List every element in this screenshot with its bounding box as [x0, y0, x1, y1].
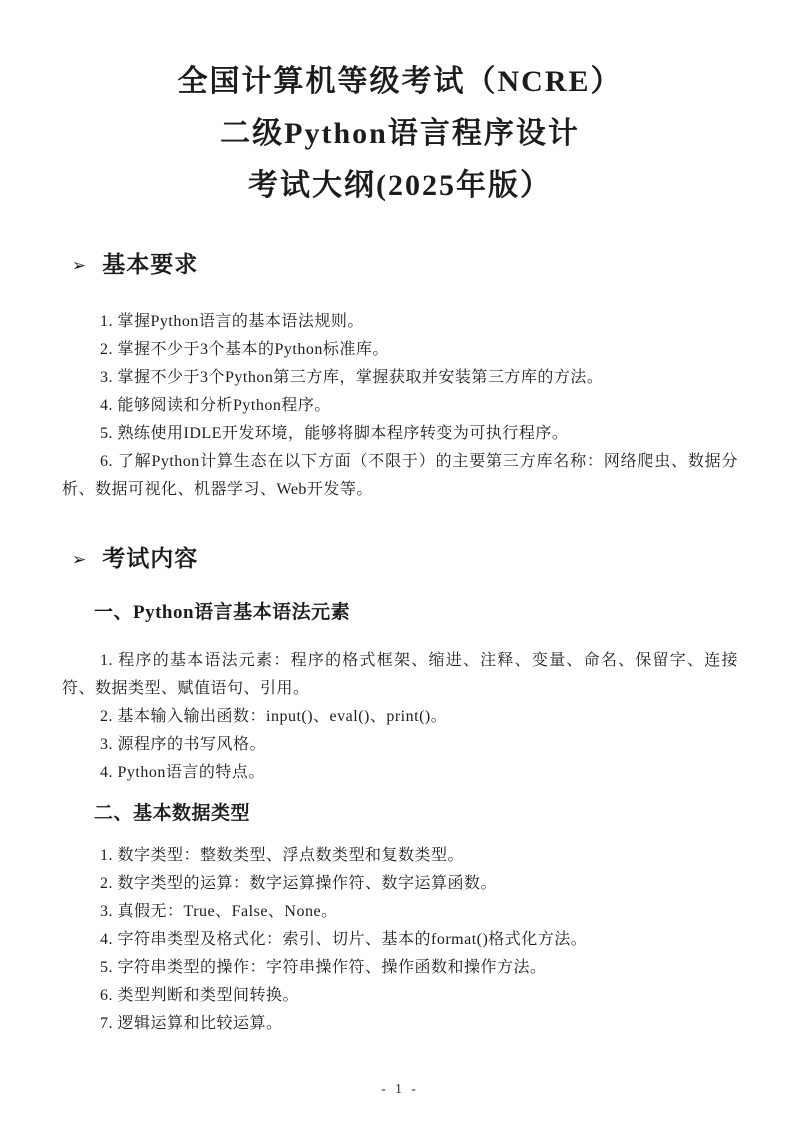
list-item: 1. 掌握Python语言的基本语法规则。 — [100, 313, 364, 330]
section-heading-basic-requirements — [72, 250, 738, 282]
list-item: 4. 能够阅读和分析Python程序。 — [100, 397, 331, 414]
list-item: 5. 熟练使用IDLE开发环境，能够将脚本程序转变为可执行程序。 — [100, 425, 569, 442]
list-item: 3. 源程序的书写风格。 — [100, 736, 267, 753]
section-heading-text: 基本要求 — [102, 252, 199, 277]
subsection-heading-basic-data-types: 二、基本数据类型 — [94, 803, 251, 824]
basic-requirements-list — [62, 308, 738, 504]
document-title-line: 二级Python语言程序设计 — [220, 117, 580, 150]
document-title-line: 全国计算机等级考试（NCRE） — [177, 65, 623, 98]
python-syntax-elements-list — [62, 647, 738, 787]
page-number: - 1 - — [381, 1081, 419, 1096]
list-item: 6. 了解Python计算生态在以下方面（不限于）的主要第三方库名称：网络爬虫、数据分析、数据可视化、机器学习、Web开发等。 — [62, 453, 738, 498]
list-item: 2. 基本输入输出函数：input()、eval()、print()。 — [100, 708, 448, 725]
subsection-heading-python-syntax-elements: 一、Python语言基本语法元素 — [94, 602, 351, 623]
arrow-bullet-icon: ➢ — [72, 256, 88, 276]
list-item: 2. 掌握不少于3个基本的Python标准库。 — [100, 341, 389, 358]
section-heading-text: 考试内容 — [102, 546, 199, 571]
section-heading-exam-content — [72, 544, 738, 576]
section-exam-content — [62, 544, 738, 1038]
list-item: 4. Python语言的特点。 — [100, 764, 265, 781]
list-item: 5. 字符串类型的操作：字符串操作符、操作函数和操作方法。 — [100, 959, 547, 976]
list-item: 3. 真假无：True、False、None。 — [100, 903, 338, 920]
list-item: 4. 字符串类型及格式化：索引、切片、基本的format()格式化方法。 — [100, 931, 588, 948]
list-item: 2. 数字类型的运算：数字运算操作符、数字运算函数。 — [100, 875, 498, 892]
list-item: 1. 数字类型：整数类型、浮点数类型和复数类型。 — [100, 847, 465, 864]
document-title-line: 考试大纲(2025年版） — [248, 169, 552, 202]
list-item: 6. 类型判断和类型间转换。 — [100, 987, 300, 1004]
arrow-bullet-icon: ➢ — [72, 550, 88, 570]
document-title — [62, 56, 738, 212]
list-item: 1. 程序的基本语法元素：程序的格式框架、缩进、注释、变量、命名、保留字、连接符、数据类型、赋值语句、引用。 — [62, 652, 738, 697]
basic-data-types-list — [62, 842, 738, 1038]
section-basic-requirements — [62, 250, 738, 504]
list-item: 3. 掌握不少于3个Python第三方库，掌握获取并安装第三方库的方法。 — [100, 369, 604, 386]
list-item: 7. 逻辑运算和比较运算。 — [100, 1015, 283, 1032]
